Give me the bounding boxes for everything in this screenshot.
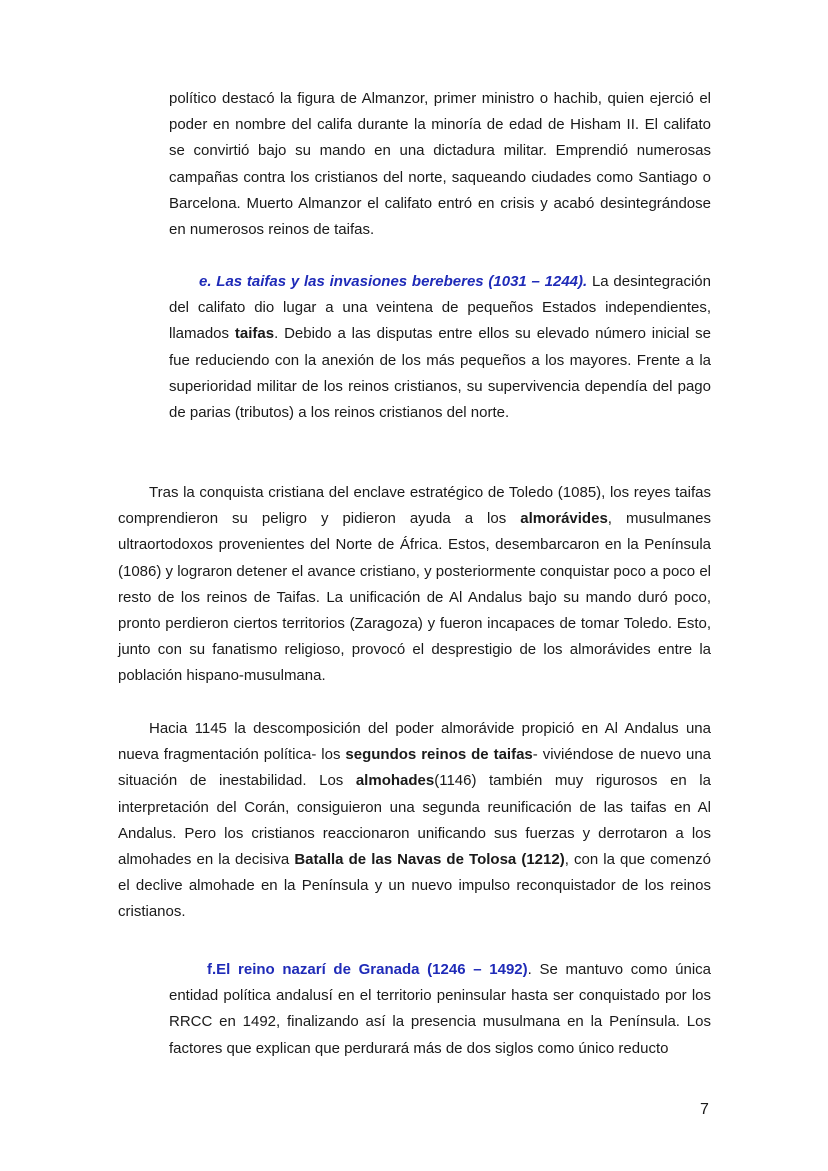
almohades-bold-segundos: segundos reinos de taifas bbox=[345, 746, 533, 764]
almohades-text-d: , con la que comenzó el declive almohade en la Península y un nuevo impulso reconquistador de los reinos cristianos. bbox=[118, 851, 712, 921]
paragraph-almohades-text bbox=[118, 716, 711, 926]
almoravides-text-b: , musulmanes ultraortodoxos provenientes del Norte de África. Estos, desembarcaron en la Península (1086) y lograron detener el avance cristiano, y posteriormente conquistar poco a poco el resto de los reinos de Taifas. La unificación de Al Andalus bajo su mando duró poco, pronto perdieron ciertos territorios (Zaragoza) y fueron incapaces de tomar Toledo. Esto, junto con su fanatismo religioso, provocó el desprestigio de los almorávides entre la población hispano-musulmana. bbox=[118, 510, 711, 685]
section-e-bold-taifas: taifas bbox=[234, 325, 275, 343]
section-e-heading: e. Las taifas y las invasiones bereberes (1031 – 1244). bbox=[199, 273, 588, 290]
paragraph-almoravides-text bbox=[118, 480, 711, 690]
paragraph-almohades bbox=[118, 716, 711, 926]
almohades-text-a: Hacia 1145 la descomposición del poder almorávide propició en Al Andalus una nueva fragmentación política- los bbox=[118, 720, 711, 764]
section-e-paragraph bbox=[169, 269, 711, 426]
paragraph-almanzor bbox=[169, 86, 711, 243]
section-f bbox=[169, 957, 711, 1062]
section-e bbox=[169, 269, 711, 426]
section-f-paragraph bbox=[169, 957, 711, 1062]
almoravides-text-a: Tras la conquista cristiana del enclave estratégico de Toledo (1085), los reyes taifas comprendieron su peligro y pidieron ayuda a los bbox=[118, 484, 711, 528]
paragraph-almoravides bbox=[118, 480, 711, 690]
section-e-text-a: La desintegración del califato dio lugar a una veintena de pequeños Estados independientes, llamados bbox=[169, 273, 711, 343]
almoravides-bold: almorávides bbox=[520, 510, 608, 528]
almohades-text-c: (1146) también muy rigurosos en la interpretación del Corán, consiguieron una segunda reunificación de las taifas en Al Andalus. Pero los cristianos reaccionaron unificando sus fuerzas y derrotaron a los almohades en la decisiva bbox=[118, 772, 711, 869]
almohades-bold-batalla: Batalla de las Navas de Tolosa (1212) bbox=[294, 851, 565, 869]
section-f-text: . Se mantuvo como única entidad política andalusí en el territorio peninsular hasta ser conquistado por los RRCC en 1492, finalizando así la presencia musulmana en la Península. Los factores que explican que perdurará más de dos siglos como único reducto bbox=[169, 961, 711, 1057]
section-f-heading: f.El reino nazarí de Granada (1246 – 1492) bbox=[207, 961, 528, 978]
almohades-bold-almohades: almohades bbox=[355, 772, 435, 790]
almohades-text-b: - viviéndose de nuevo una situación de inestabilidad. Los bbox=[118, 746, 712, 790]
section-e-text-b: . Debido a las disputas entre ellos su elevado número inicial se fue reduciendo con la anexión de los más pequeños a los mayores. Frente a la superioridad militar de los reinos cristianos, su supervivencia dependía del pago de parias (tributos) a los reinos cristianos del norte. bbox=[169, 325, 711, 422]
paragraph-almanzor-text: político destacó la figura de Almanzor, primer ministro o hachib, quien ejerció el poder en nombre del califa durante la minoría de edad de Hisham II. El califato se convirtió bajo su mando en una dictadura militar. Emprendió numerosas campañas contra los cristianos del norte, saqueando ciudades como Santiago o Barcelona. Muerto Almanzor el califato entró en crisis y acabó desintegrándose en numerosos reinos de taifas. bbox=[169, 90, 711, 239]
page-number: 7 bbox=[700, 1101, 709, 1118]
